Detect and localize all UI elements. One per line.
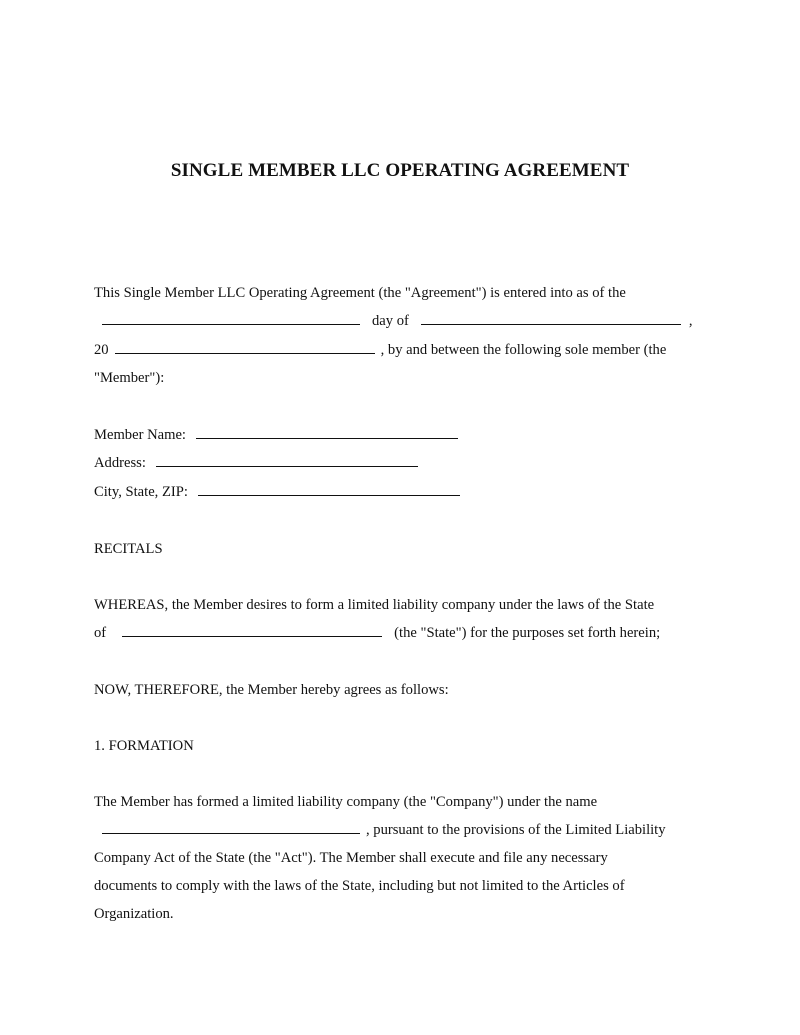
formation-line-5: Organization.: [94, 906, 174, 922]
recitals-heading: RECITALS: [94, 541, 163, 557]
member-name-row: [94, 425, 458, 445]
member-name-label: Member Name:: [94, 427, 186, 443]
formation-line-2: [94, 820, 666, 840]
comma-text: ,: [688, 313, 693, 329]
intro-line-2: [94, 311, 693, 331]
whereas-of-text: of: [94, 625, 107, 641]
day-of-text: day of: [372, 313, 409, 329]
intro-line-1: This Single Member LLC Operating Agreement (the "Agreement") is entered into as of the: [94, 285, 626, 301]
formation-line-3: Company Act of the State (the "Act"). The Member shall execute and file any necessary: [94, 850, 608, 866]
whereas-line-2: [94, 623, 660, 643]
intro-line-3: [94, 340, 666, 360]
address-row: [94, 453, 418, 473]
agreement-month-blank[interactable]: [421, 323, 681, 325]
agreement-year-blank[interactable]: [115, 352, 375, 354]
intro-line-4: "Member"):: [94, 370, 165, 386]
agreement-day-blank[interactable]: [102, 323, 360, 325]
whereas-line-1: WHEREAS, the Member desires to form a limited liability company under the laws of the State: [94, 597, 655, 613]
city-state-zip-label: City, State, ZIP:: [94, 484, 188, 500]
formation-line-4: documents to comply with the laws of the State, including but not limited to the Articles of: [94, 878, 625, 894]
by-between-text: , by and between the following sole member (the: [380, 342, 667, 358]
formation-line-1: The Member has formed a limited liability company (the "Company") under the name: [94, 794, 598, 810]
city-state-zip-row: [94, 482, 460, 502]
address-blank[interactable]: [156, 465, 418, 467]
formation-heading: 1. FORMATION: [94, 738, 194, 754]
city-state-zip-blank[interactable]: [198, 494, 460, 496]
whereas-rest-text: (the "State") for the purposes set forth herein;: [394, 625, 661, 641]
formation-line-2-text: , pursuant to the provisions of the Limited Liability: [366, 822, 666, 838]
company-name-blank[interactable]: [102, 832, 360, 834]
state-blank[interactable]: [122, 635, 382, 637]
address-label: Address:: [94, 455, 146, 471]
member-name-blank[interactable]: [196, 437, 458, 439]
year-prefix: 20: [94, 342, 109, 358]
document-title: SINGLE MEMBER LLC OPERATING AGREEMENT: [170, 160, 630, 181]
now-therefore-text: NOW, THEREFORE, the Member hereby agrees as follows:: [94, 682, 449, 698]
